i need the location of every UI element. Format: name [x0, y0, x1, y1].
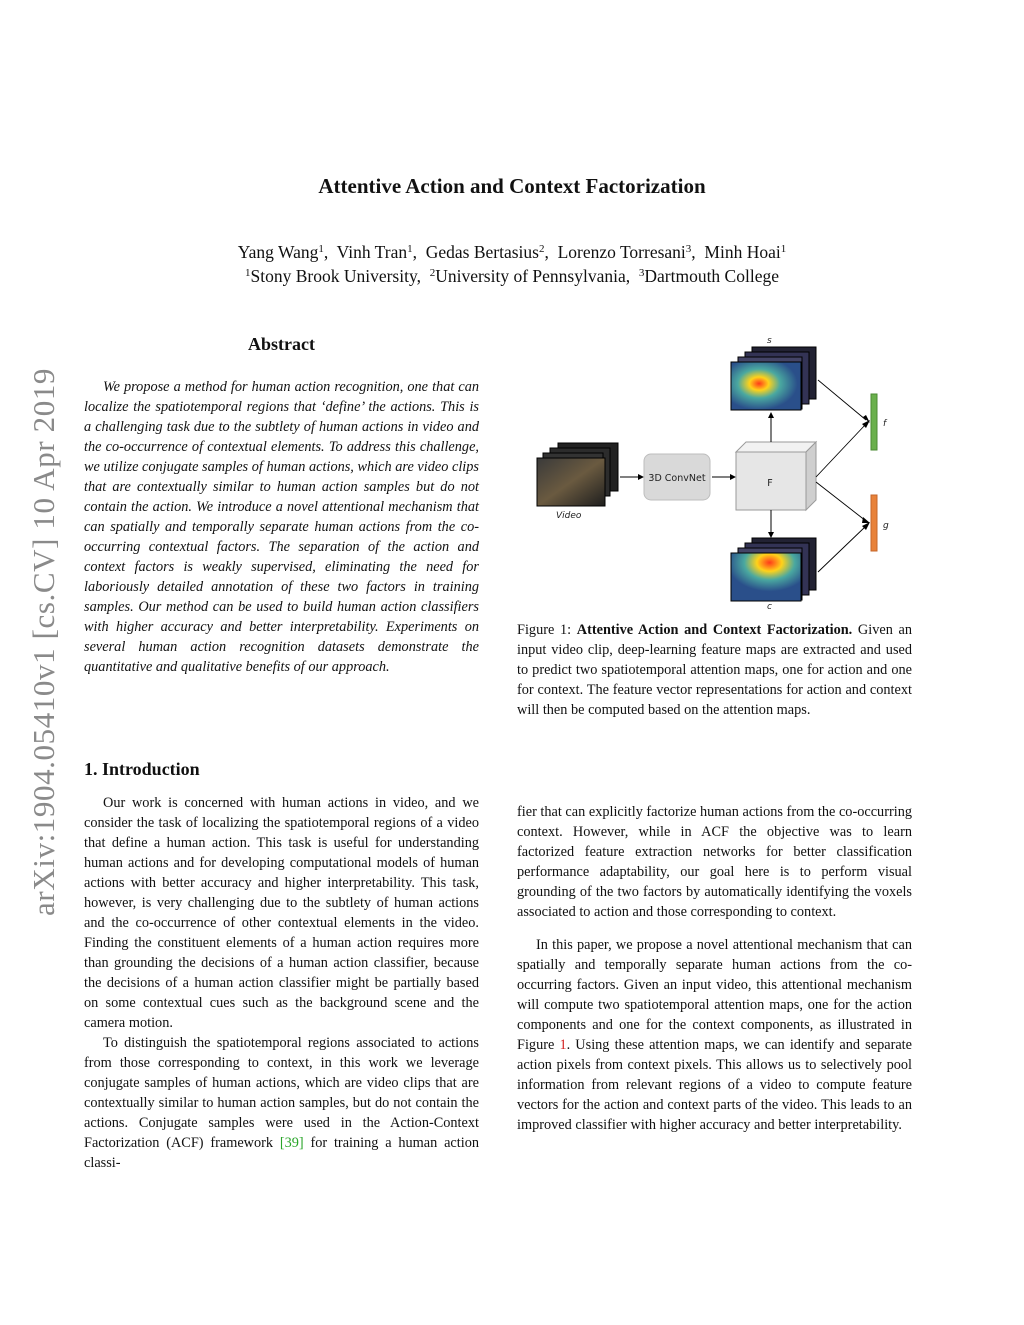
video-label: Video: [556, 511, 582, 521]
introduction-left-column: [84, 793, 479, 1173]
context-attention-stack: [731, 538, 816, 601]
action-attention-stack: [731, 347, 816, 410]
feature-map-box: [736, 442, 816, 510]
intro-paragraph-1: Our work is concerned with human actions in video, and we consider the task of localizing the spatiotemporal regions of a video that define a human action. This task is useful for understanding human actions and for developing computational models of human actions with better accuracy and higher interpretability. This task, however, is very challenging due to the subtlety of human actions and the co-occurrence of other contextual elements in the video. Finding the constituent elements of a human action requires more than grounding the decisions of a human action classifier, because the decisions of a human action classifier might be partially based on some contextual cues such as the background scene and the camera motion.: [84, 795, 479, 1031]
caption-text: Given an input video clip, deep-learning feature maps are extracted and used to predict two spatiotemporal attention maps, one for action and one for context. The feature vector representations for action and context will then be computed based on the attention maps.: [517, 622, 912, 718]
intro-paragraph-2-text: To distinguish the spatiotemporal regions associated to actions from those corresponding to context, in this work we leverage conjugate samples of human actions, which are video clips that are contextually similar to human action samples, but do not contain the actions. Conjugate samples were used in the Action-Context Factorization (ACF) framework: [84, 1035, 479, 1151]
caption-title: Attentive Action and Context Factorization.: [576, 622, 853, 638]
intro-paragraph-3: fier that can explicitly factorize human actions from the co-occurring context. However, while in ACF the objective was to learn factorized feature extraction networks for better classification performance adaptability, our goal here is to perform visual grounding of the two factors by automatically identifying the voxels associated to action and those corresponding to context.: [517, 804, 912, 920]
arxiv-stamp: arXiv:1904.05410v1 [cs.CV] 10 Apr 2019: [26, 367, 61, 917]
intro-paragraph-2: [84, 1033, 479, 1173]
author-affiliation-mark: 1: [407, 243, 413, 255]
affiliation-number: 2: [429, 267, 436, 279]
author-block: [0, 240, 1024, 288]
action-feature-bar: [871, 394, 877, 450]
arrow-s-to-f: [818, 380, 866, 420]
author-affiliation-mark: 2: [538, 243, 545, 255]
attention-s-label: s: [767, 336, 772, 346]
introduction-right-column: [517, 802, 912, 1135]
author-name: Minh Hoai: [704, 242, 781, 262]
citation-link-39[interactable]: [39]: [279, 1135, 304, 1151]
intro-paragraph-4: [517, 935, 912, 1135]
g-label: g: [883, 521, 889, 531]
context-feature-bar: [871, 495, 877, 551]
abstract-paragraph: We propose a method for human action recognition, one that can localize the spatiotemporal regions that ‘define’ the actions. This is a challenging task due to the subtlety of human actions in video and the co-occurrence of contextual elements. To address this challenge, we utilize conjugate samples of human actions, which are video clips that are contextually similar to human action samples but do not contain the action. We introduce a novel attentional mechanism that can spatially and temporally separate human actions from the co-occurring contextual factors. The separation of the action and context factors is weakly supervised, eliminating the need for laboriously detailed annotation of these two factors in training samples. Our method can be used to build human action classifiers with higher accuracy and better interpretability. Experiments on several human action recognition datasets demonstrate the quantitative and qualitative benefits of our approach.: [84, 379, 479, 675]
author-affiliation-mark: 3: [685, 243, 692, 255]
affiliation-name: Dartmouth College: [644, 266, 779, 286]
input-video-stack: [537, 443, 618, 506]
author-list: Yang Wang$^1$, Vinh Tran$^1$, Gedas Bertasius$^2$, Lorenzo Torresani$^3$, Minh Hoai$^1$: [237, 242, 787, 262]
figure-1-diagram: [530, 332, 910, 612]
introduction-heading: 1. Introduction: [84, 759, 200, 779]
affiliation-number: 3: [638, 267, 645, 279]
author-affiliation-mark: 1: [780, 243, 787, 255]
figure-1-caption: [517, 620, 912, 720]
attention-c-label: c: [767, 602, 772, 612]
arrow-f-to-feature-f: [816, 424, 866, 477]
author-affiliation-mark: 1: [318, 243, 324, 255]
convnet-label: 3D ConvNet: [648, 473, 706, 484]
abstract-body: [84, 377, 479, 677]
arrow-c-to-g: [818, 526, 866, 572]
arrow-f-to-feature-g: [816, 482, 866, 521]
caption-paragraph: [517, 620, 912, 720]
author-name: Yang Wang: [237, 242, 319, 262]
author-name: Vinh Tran: [336, 242, 408, 262]
f-label: f: [883, 419, 887, 429]
figure-ref-link[interactable]: 1: [559, 1037, 567, 1053]
intro-paragraph-4-tail: . Using these attention maps, we can identify and separate action pixels from context pixels. This allows us to selectively pool information from relevant regions of a video to compute feature vectors for the action and context parts of the video. This leads to an improved classifier with higher accuracy and better interpretability.: [517, 1037, 912, 1133]
paper-title: Attentive Action and Context Factorization: [318, 174, 706, 198]
author-name: Lorenzo Torresani: [557, 242, 686, 262]
caption-label: Figure 1:: [517, 622, 577, 638]
author-name: Gedas Bertasius: [425, 242, 539, 262]
abstract-heading: Abstract: [248, 334, 315, 354]
affiliation-number: 1: [244, 267, 251, 279]
affiliation-list: $^1$Stony Brook University, $^2$University of Pennsylvania, $^3$Dartmouth College: [244, 266, 779, 286]
intro-paragraph-4-text: In this paper, we propose a novel attentional mechanism that can spatially and temporally separate human actions from the co-occurring factors. Given an input video, this attentional mechanism will compute two spatiotemporal attention maps, one for the action components and one for the context components, as illustrated in Figure: [517, 937, 912, 1053]
affiliation-name: University of Pennsylvania: [435, 266, 626, 286]
feature-map-label: F: [767, 478, 773, 489]
intro-paragraph-2-tail: for training a human action classi-: [84, 1135, 480, 1171]
affiliation-name: Stony Brook University: [250, 266, 417, 286]
